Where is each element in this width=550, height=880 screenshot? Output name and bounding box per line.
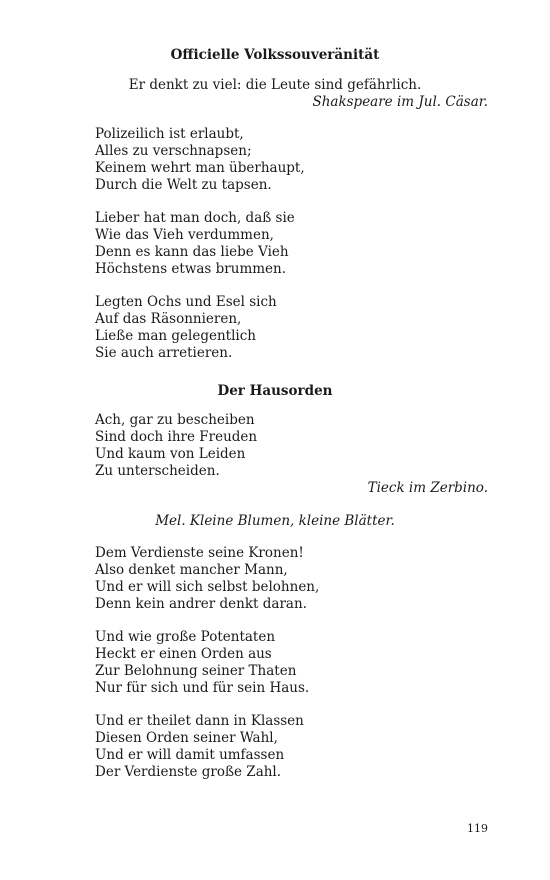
verse-line: Und er will damit umfassen xyxy=(95,747,285,763)
verse-line: Zu unterscheiden. xyxy=(95,463,220,479)
epigraph-text: Er denkt zu viel: die Leute sind gefährlich. xyxy=(128,77,422,93)
verse-line: Alles zu verschnapsen; xyxy=(95,143,252,159)
verse-line: Diesen Orden seiner Wahl, xyxy=(95,730,278,746)
stanza xyxy=(95,210,295,278)
verse-line: Zur Belohnung seiner Thaten xyxy=(95,663,297,679)
motto-verse xyxy=(95,412,257,480)
stanza xyxy=(95,294,277,362)
stanza xyxy=(95,126,305,194)
verse-line: Ach, gar zu bescheiben xyxy=(95,412,255,428)
stanza xyxy=(95,713,304,781)
verse-line: Keinem wehrt man überhaupt, xyxy=(95,160,305,176)
epigraph-attribution: Shakspeare im Jul. Cäsar. xyxy=(312,94,488,110)
verse-line: Polizeilich ist erlaubt, xyxy=(95,126,244,142)
verse-line: Wie das Vieh verdummen, xyxy=(95,227,274,243)
verse-line: Und kaum von Leiden xyxy=(95,446,246,462)
motto-attribution: Tieck im Zerbino. xyxy=(367,480,488,496)
verse-line: Sind doch ihre Freuden xyxy=(95,429,258,445)
verse-line: Und er will sich selbst belohnen, xyxy=(95,579,320,595)
verse-line: Also denket mancher Mann, xyxy=(95,562,288,578)
verse-line: Ließe man gelegentlich xyxy=(95,328,256,344)
verse-line: Auf das Räsonnieren, xyxy=(95,311,242,327)
verse-line: Denn kein andrer denkt daran. xyxy=(95,596,307,612)
verse-line: Sie auch arretieren. xyxy=(95,345,233,361)
verse-line: Denn es kann das liebe Vieh xyxy=(95,244,289,260)
poem-title-hausorden: Der Hausorden xyxy=(217,383,333,399)
verse-line: Legten Ochs und Esel sich xyxy=(95,294,277,310)
verse-line: Durch die Welt zu tapsen. xyxy=(95,177,272,193)
verse-line: Heckt er einen Orden aus xyxy=(95,646,272,662)
verse-line: Nur für sich und für sein Haus. xyxy=(95,680,310,696)
verse-line: Und wie große Potentaten xyxy=(95,629,276,645)
melody-note: Mel. Kleine Blumen, kleine Blätter. xyxy=(155,513,395,529)
verse-line: Höchstens etwas brummen. xyxy=(95,261,287,277)
verse-line: Und er theilet dann in Klassen xyxy=(95,713,304,729)
stanza xyxy=(95,545,319,613)
page-number: 119 xyxy=(467,822,488,835)
stanza xyxy=(95,629,309,697)
verse-line: Der Verdienste große Zahl. xyxy=(95,764,282,780)
verse-line: Lieber hat man doch, daß sie xyxy=(95,210,295,226)
poem-title-volkssouveraenitaet: Officielle Volkssouveränität xyxy=(170,47,380,63)
verse-line: Dem Verdienste seine Kronen! xyxy=(95,545,304,561)
